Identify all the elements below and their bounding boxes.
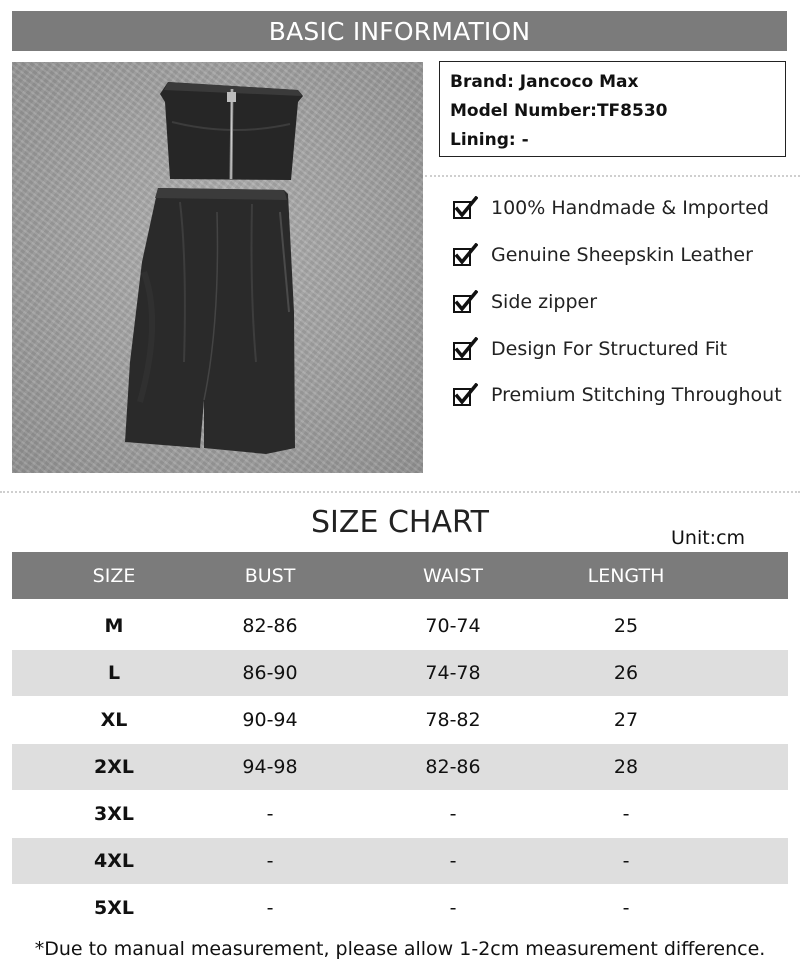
size-cell: 3XL [94,803,134,825]
length-cell: 27 [613,709,639,731]
bust-cell: 90-94 [242,709,298,731]
divider-dotted-short [425,175,800,177]
length-cell: 28 [613,756,639,778]
brand-text: Brand: Jancoco Max [450,72,639,92]
model-number-text: Model Number:TF8530 [450,101,668,121]
size-cell: L [107,662,121,684]
feature-item-leather [452,240,753,270]
checkbox-check-icon [452,383,478,407]
waist-cell: - [449,897,457,919]
column-header-bust: BUST [244,564,296,587]
length-cell: - [622,897,630,919]
column-header-waist: WAIST [422,564,483,587]
table-row [12,885,788,931]
bust-cell: 94-98 [242,756,298,778]
feature-text: Design For Structured Fit [491,338,728,360]
waist-cell: 82-86 [425,756,481,778]
table-row [12,838,788,884]
waist-cell: - [449,803,457,825]
size-cell: 5XL [94,897,134,919]
checkbox-check-icon [452,290,478,314]
length-cell: 25 [613,615,639,637]
bust-cell: 86-90 [242,662,298,684]
table-row [12,697,788,743]
feature-item-stitching [452,380,782,410]
length-cell: 26 [613,662,639,684]
feature-item-handmade [452,193,769,223]
waist-cell: 70-74 [425,615,481,637]
size-chart-title: SIZE CHART [311,505,489,540]
table-row [12,744,788,790]
size-table-header [12,552,788,599]
length-cell: - [622,803,630,825]
feature-text: Side zipper [491,291,598,313]
size-cell: XL [100,709,128,731]
header-title: BASIC INFORMATION [268,16,531,46]
waist-cell: 78-82 [425,709,481,731]
measurement-footnote: *Due to manual measurement, please allow 1-2cm measurement difference. [34,938,766,960]
table-row [12,791,788,837]
basic-information-header [12,11,787,51]
table-row [12,650,788,696]
divider-dotted-long [0,491,800,493]
checkbox-check-icon [452,196,478,220]
product-photo [12,62,423,473]
unit-label: Unit:cm [671,527,746,549]
size-cell: M [104,615,124,637]
feature-text: Premium Stitching Throughout [491,384,782,406]
feature-item-fit [452,334,727,364]
bust-cell: 82-86 [242,615,298,637]
column-header-size: SIZE [92,564,136,587]
length-cell: - [622,850,630,872]
waist-cell: - [449,850,457,872]
column-header-length: LENGTH [587,564,665,587]
size-cell: 2XL [94,756,134,778]
bust-cell: - [266,850,274,872]
feature-text: 100% Handmade & Imported [491,197,769,219]
feature-text: Genuine Sheepskin Leather [491,244,753,266]
basic-info-box [439,61,786,157]
leather-set-illustration [12,62,423,473]
bust-cell: - [266,803,274,825]
waist-cell: 74-78 [425,662,481,684]
checkbox-check-icon [452,337,478,361]
feature-item-zipper [452,287,597,317]
table-row [12,603,788,649]
checkbox-check-icon [452,243,478,267]
size-cell: 4XL [94,850,134,872]
lining-text: Lining: - [450,130,529,150]
bust-cell: - [266,897,274,919]
